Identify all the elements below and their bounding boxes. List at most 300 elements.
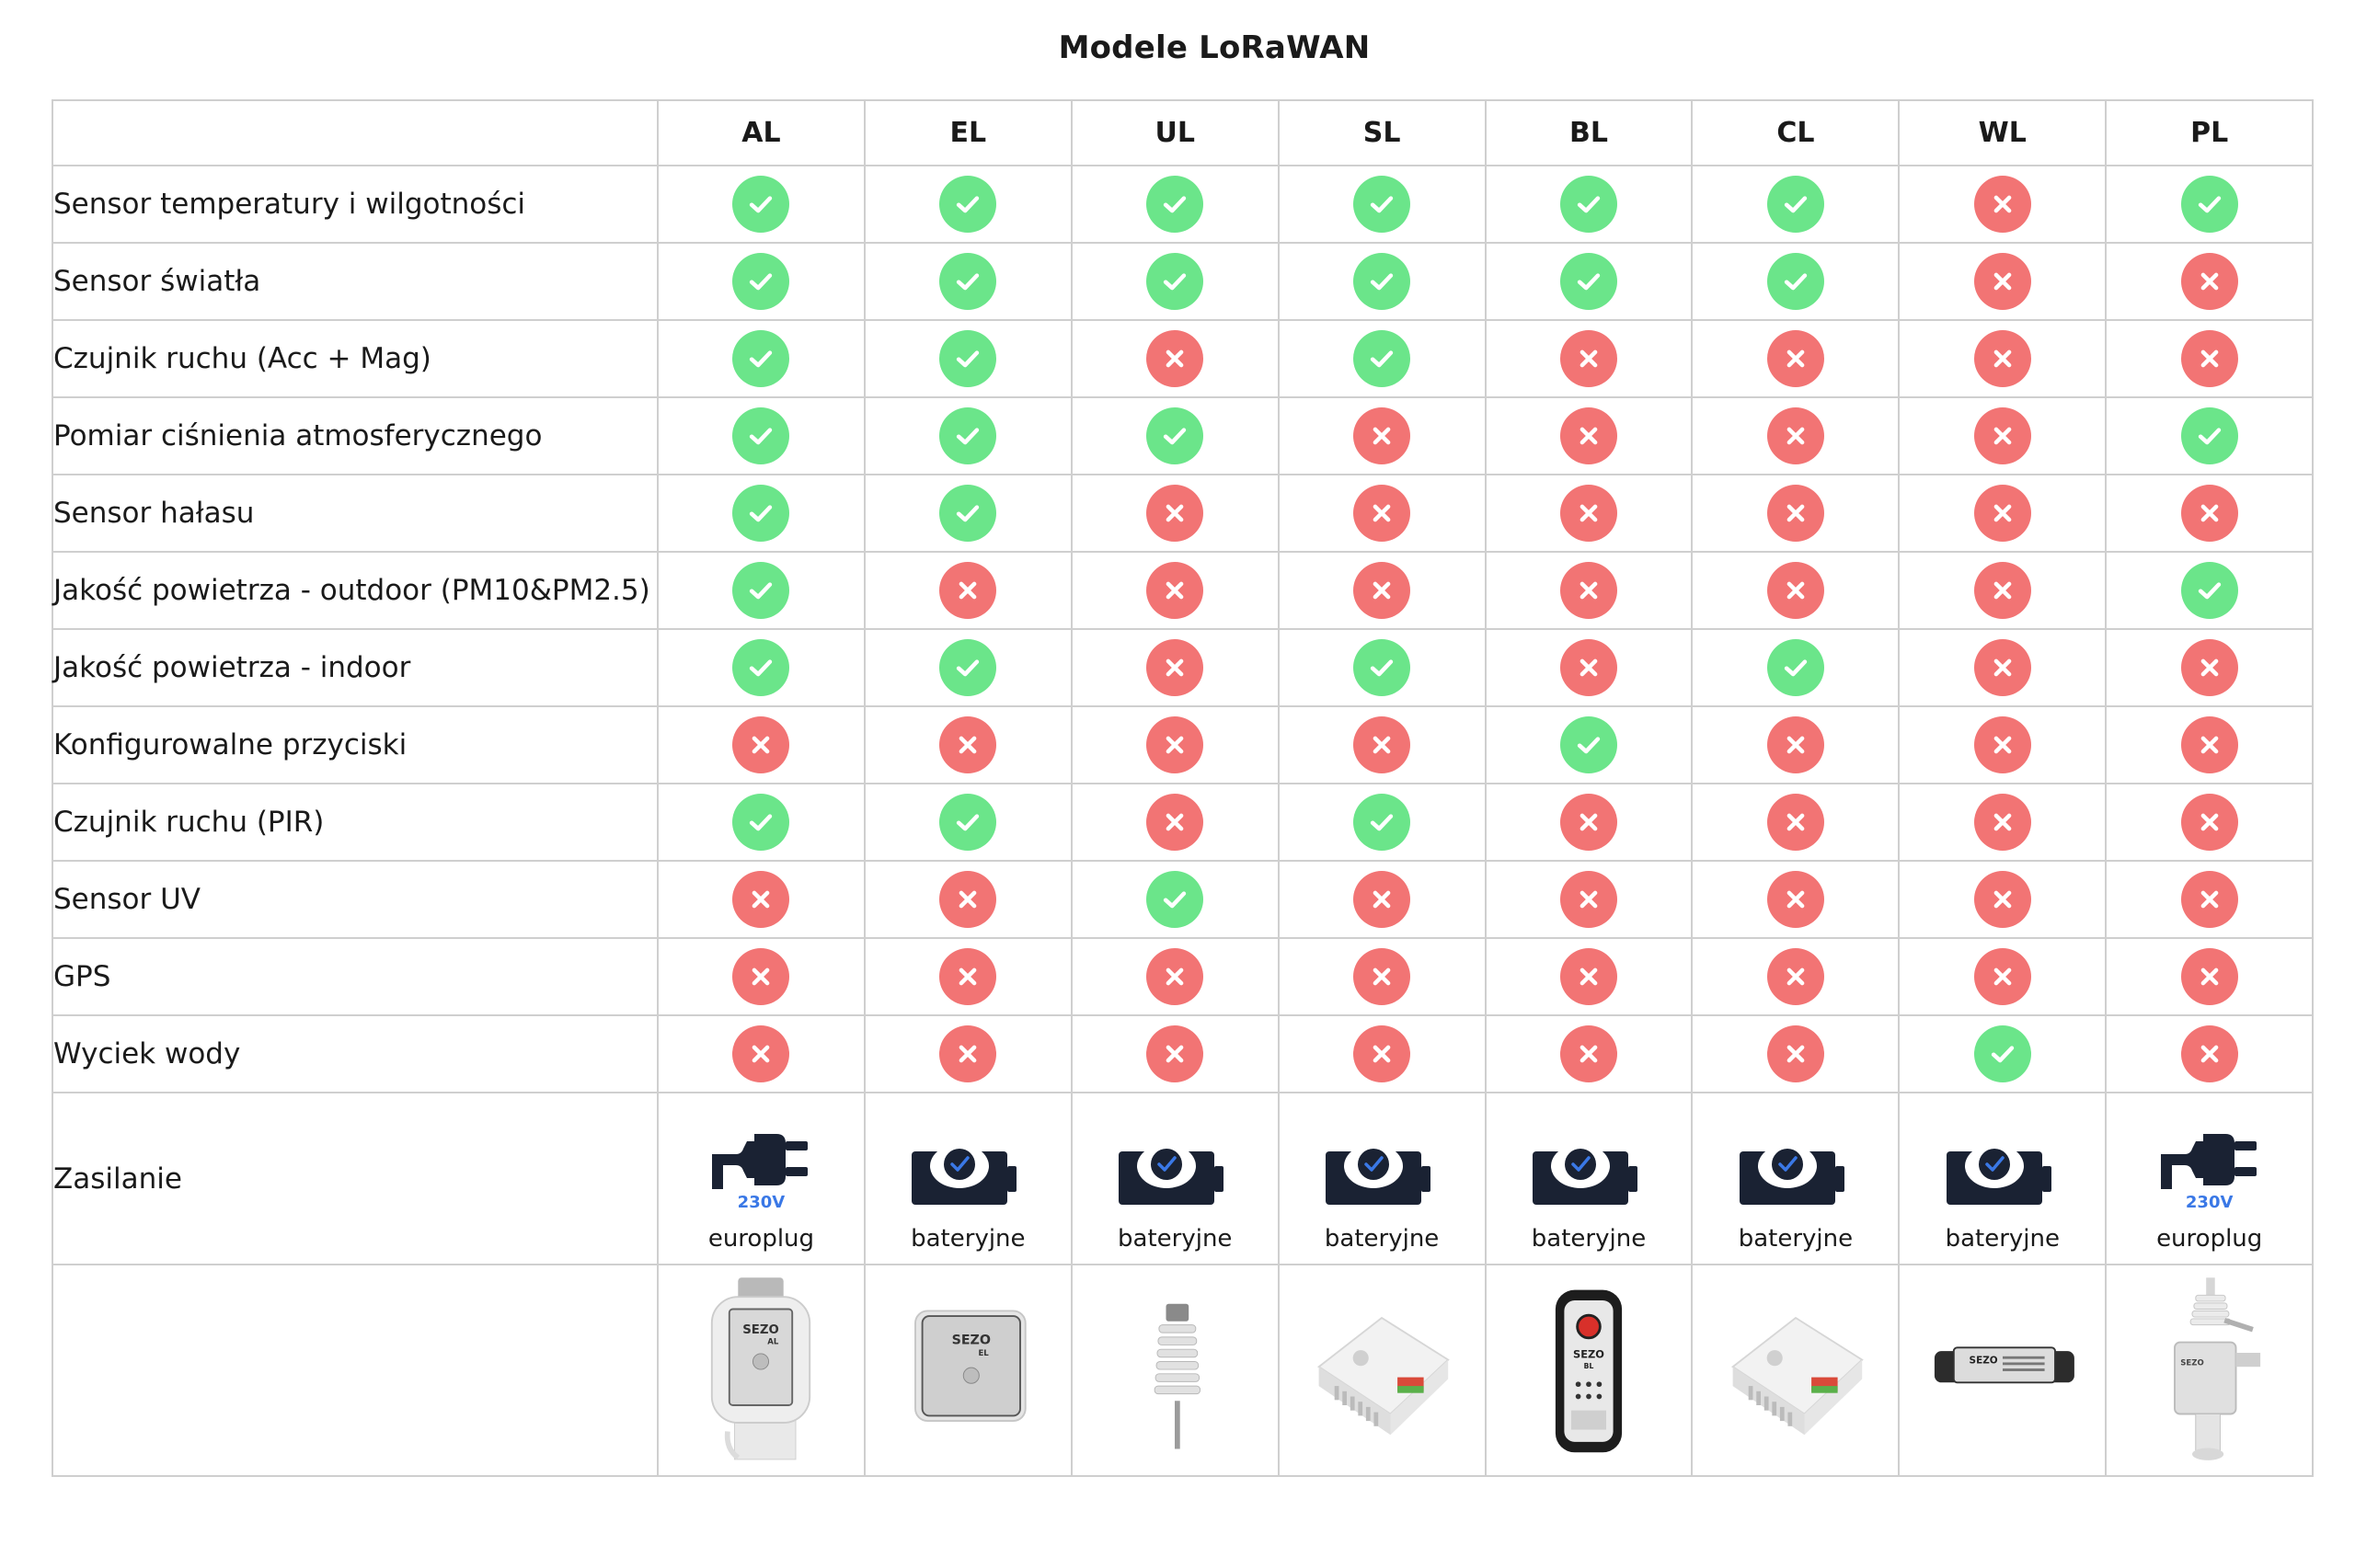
page-title: Modele LoRaWAN [1058,29,1371,66]
cross-icon [1767,1025,1824,1082]
check-icon [939,253,996,310]
svg-text:EL: EL [978,1348,990,1358]
check-icon [1146,253,1203,310]
cross-icon [1974,253,2031,310]
device-wl-photo [1915,1274,2090,1467]
feature-cell-al [658,552,865,629]
feature-cell-wl [1899,397,2106,475]
feature-cell-bl [1486,861,1693,938]
feature-cell-wl [1899,629,2106,706]
device-photo [1487,1265,1692,1475]
feature-cell-el [865,1015,1072,1093]
feature-label: Sensor temperatury i wilgotności [52,166,658,243]
feature-cell-ul [1072,861,1279,938]
device-photo [1073,1265,1278,1475]
check-icon [1767,253,1824,310]
check-icon [939,407,996,464]
cross-icon [2181,871,2238,928]
battery-icon [1736,1111,1855,1212]
feature-label: GPS [52,938,658,1015]
photo-cell-pl [2106,1265,2313,1476]
feature-cell-bl [1486,706,1693,784]
table-row [52,552,2313,629]
cross-icon [1560,485,1617,542]
cross-icon [732,948,789,1005]
plug-shape [2159,1123,2260,1196]
feature-cell-al [658,784,865,861]
cross-icon [1146,485,1203,542]
feature-cell-ul [1072,166,1279,243]
device-sl-photo [1294,1274,1469,1467]
device-pl-photo [2122,1274,2297,1467]
device-bl-photo [1501,1274,1676,1467]
battery-icon [908,1111,1028,1212]
power-info [1693,1093,1898,1264]
photo-cell-al [658,1265,865,1476]
check-icon [732,176,789,233]
feature-cell-pl [2106,166,2313,243]
feature-cell-ul [1072,397,1279,475]
check-icon [1146,407,1203,464]
svg-text:SEZO: SEZO [2179,1358,2204,1368]
cross-icon [1353,562,1410,619]
feature-cell-pl [2106,552,2313,629]
feature-cell-sl [1279,166,1486,243]
feature-cell-ul [1072,243,1279,320]
feature-cell-pl [2106,706,2313,784]
cross-icon [1146,1025,1203,1082]
feature-cell-cl [1692,552,1899,629]
cross-icon [1560,639,1617,696]
power-info [1073,1093,1278,1264]
feature-cell-sl [1279,552,1486,629]
cross-icon [2181,1025,2238,1082]
feature-cell-al [658,1015,865,1093]
battery-icon [1529,1111,1648,1212]
cross-icon [1974,871,2031,928]
feature-cell-el [865,706,1072,784]
check-icon [732,485,789,542]
table-row [52,938,2313,1015]
power-type-label: bateryjne [911,1225,1026,1253]
battery-shape [1529,1139,1648,1212]
voltage-label: 230V [2185,1193,2234,1212]
battery-shape [1943,1139,2062,1212]
power-type-label: europlug [707,1225,815,1253]
cross-icon [1974,330,2031,387]
feature-cell-cl [1692,243,1899,320]
feature-cell-el [865,475,1072,552]
cross-icon [1353,716,1410,773]
cross-icon [1146,948,1203,1005]
cross-icon [939,716,996,773]
cross-icon [1146,562,1203,619]
feature-cell-bl [1486,629,1693,706]
check-icon [939,485,996,542]
cross-icon [1560,407,1617,464]
cross-icon [1146,716,1203,773]
power-cell-sl [1279,1093,1486,1265]
cross-icon [1767,948,1824,1005]
check-icon [1146,871,1203,928]
cross-icon [1146,330,1203,387]
feature-cell-pl [2106,1015,2313,1093]
cross-icon [732,716,789,773]
feature-cell-ul [1072,475,1279,552]
photo-row-label [52,1265,658,1476]
check-icon [1146,176,1203,233]
feature-cell-bl [1486,166,1693,243]
header-row [52,100,2313,166]
feature-cell-sl [1279,475,1486,552]
feature-label: Pomiar ciśnienia atmosferycznego [52,397,658,475]
power-info [2107,1093,2312,1264]
device-ul-photo [1087,1274,1262,1467]
feature-cell-al [658,243,865,320]
check-icon [939,794,996,851]
check-icon [1353,794,1410,851]
cross-icon [1560,948,1617,1005]
feature-cell-ul [1072,320,1279,397]
cross-icon [2181,253,2238,310]
power-type-label: bateryjne [1531,1225,1647,1253]
check-icon [939,176,996,233]
feature-cell-wl [1899,320,2106,397]
plug-icon [710,1111,811,1212]
feature-cell-sl [1279,784,1486,861]
check-icon [1353,176,1410,233]
device-al-photo [673,1274,848,1467]
feature-cell-wl [1899,1015,2106,1093]
feature-cell-pl [2106,629,2313,706]
model-header-al: AL [658,100,865,166]
feature-cell-bl [1486,784,1693,861]
feature-cell-el [865,629,1072,706]
svg-text:SEZO: SEZO [1969,1355,1998,1367]
photo-cell-wl [1899,1265,2106,1476]
cross-icon [1146,639,1203,696]
cross-icon [1974,639,2031,696]
check-icon [732,562,789,619]
power-cell-cl [1692,1093,1899,1265]
feature-cell-sl [1279,938,1486,1015]
cross-icon [1974,716,2031,773]
feature-cell-al [658,166,865,243]
feature-cell-ul [1072,1015,1279,1093]
svg-text:AL: AL [767,1337,779,1347]
feature-cell-el [865,552,1072,629]
power-cell-el [865,1093,1072,1265]
feature-cell-cl [1692,861,1899,938]
feature-cell-ul [1072,784,1279,861]
check-icon [732,794,789,851]
feature-cell-sl [1279,1015,1486,1093]
feature-cell-cl [1692,475,1899,552]
feature-cell-sl [1279,320,1486,397]
table-row [52,243,2313,320]
feature-cell-wl [1899,706,2106,784]
photo-cell-el [865,1265,1072,1476]
photo-cell-bl [1486,1265,1693,1476]
check-icon [939,330,996,387]
battery-shape [1115,1139,1235,1212]
cross-icon [1353,948,1410,1005]
cross-icon [1974,176,2031,233]
feature-cell-wl [1899,861,2106,938]
feature-cell-sl [1279,861,1486,938]
device-photo [1693,1265,1898,1475]
voltage-label: 230V [737,1193,786,1212]
cross-icon [1767,562,1824,619]
feature-cell-el [865,320,1072,397]
model-header-wl: WL [1899,100,2106,166]
plug-icon [2159,1111,2260,1212]
svg-text:SEZO: SEZO [1573,1347,1604,1361]
table-row [52,166,2313,243]
check-icon [2181,562,2238,619]
feature-cell-cl [1692,629,1899,706]
cross-icon [732,1025,789,1082]
feature-cell-pl [2106,397,2313,475]
power-info [1900,1093,2105,1264]
feature-cell-pl [2106,861,2313,938]
cross-icon [1353,407,1410,464]
power-cell-pl [2106,1093,2313,1265]
battery-icon [1943,1111,2062,1212]
power-type-label: bateryjne [1945,1225,2060,1253]
power-label: Zasilanie [52,1093,658,1265]
model-header-bl: BL [1486,100,1693,166]
check-icon [732,330,789,387]
feature-cell-el [865,861,1072,938]
feature-label: Jakość powietrza - indoor [52,629,658,706]
feature-label: Wyciek wody [52,1015,658,1093]
power-type-label: europlug [2156,1225,2263,1253]
power-cell-wl [1899,1093,2106,1265]
check-icon [1353,253,1410,310]
model-header-ul: UL [1072,100,1279,166]
cross-icon [732,871,789,928]
svg-text:SEZO: SEZO [742,1323,780,1338]
feature-cell-cl [1692,706,1899,784]
table-row [52,397,2313,475]
feature-cell-al [658,397,865,475]
feature-cell-wl [1899,475,2106,552]
feature-cell-sl [1279,243,1486,320]
feature-cell-pl [2106,475,2313,552]
cross-icon [1560,562,1617,619]
feature-label: Sensor światła [52,243,658,320]
feature-cell-pl [2106,243,2313,320]
cross-icon [1353,485,1410,542]
cross-icon [1560,794,1617,851]
battery-icon [1322,1111,1442,1212]
cross-icon [1767,716,1824,773]
feature-cell-al [658,629,865,706]
feature-label: Sensor UV [52,861,658,938]
feature-label: Czujnik ruchu (PIR) [52,784,658,861]
power-info [1487,1093,1692,1264]
feature-cell-wl [1899,938,2106,1015]
power-row [52,1093,2313,1265]
feature-cell-ul [1072,629,1279,706]
feature-cell-el [865,397,1072,475]
cross-icon [1974,407,2031,464]
feature-cell-bl [1486,397,1693,475]
svg-text:SEZO: SEZO [951,1333,992,1348]
feature-cell-sl [1279,706,1486,784]
check-icon [939,639,996,696]
feature-cell-el [865,938,1072,1015]
check-icon [1560,253,1617,310]
check-icon [2181,176,2238,233]
feature-cell-pl [2106,938,2313,1015]
cross-icon [1974,485,2031,542]
feature-cell-cl [1692,397,1899,475]
feature-label: Sensor hałasu [52,475,658,552]
cross-icon [1146,794,1203,851]
battery-shape [908,1139,1028,1212]
photo-cell-ul [1072,1265,1279,1476]
check-icon [732,639,789,696]
cross-icon [1974,948,2031,1005]
cross-icon [1767,485,1824,542]
cross-icon [2181,794,2238,851]
model-header-cl: CL [1692,100,1899,166]
feature-cell-el [865,784,1072,861]
cross-icon [1560,871,1617,928]
check-icon [1560,176,1617,233]
photo-cell-sl [1279,1265,1486,1476]
feature-cell-pl [2106,320,2313,397]
cross-icon [2181,716,2238,773]
battery-shape [1322,1139,1442,1212]
device-photo [659,1265,864,1475]
feature-cell-cl [1692,1015,1899,1093]
feature-cell-sl [1279,629,1486,706]
feature-label: Jakość powietrza - outdoor (PM10&PM2.5) [52,552,658,629]
photo-row [52,1265,2313,1476]
feature-cell-ul [1072,706,1279,784]
cross-icon [2181,485,2238,542]
power-type-label: bateryjne [1118,1225,1233,1253]
feature-cell-cl [1692,320,1899,397]
device-photo [2107,1265,2312,1475]
feature-cell-wl [1899,243,2106,320]
feature-cell-ul [1072,938,1279,1015]
device-photo [866,1265,1071,1475]
device-el-photo [880,1274,1055,1467]
check-icon [732,253,789,310]
corner-cell [52,100,658,166]
device-photo [1900,1265,2105,1475]
power-info [659,1093,864,1264]
feature-cell-wl [1899,166,2106,243]
feature-cell-bl [1486,243,1693,320]
comparison-table [52,99,2314,1477]
table-row [52,320,2313,397]
cross-icon [1353,1025,1410,1082]
check-icon [2181,407,2238,464]
table-row [52,706,2313,784]
check-icon [1560,716,1617,773]
feature-cell-cl [1692,938,1899,1015]
cross-icon [939,1025,996,1082]
cross-icon [939,871,996,928]
cross-icon [1974,794,2031,851]
check-icon [732,407,789,464]
plug-shape [710,1123,811,1196]
cross-icon [2181,639,2238,696]
feature-cell-al [658,475,865,552]
check-icon [1353,639,1410,696]
power-type-label: bateryjne [1324,1225,1440,1253]
feature-cell-el [865,243,1072,320]
device-cl-photo [1708,1274,1883,1467]
feature-cell-bl [1486,938,1693,1015]
cross-icon [1560,1025,1617,1082]
feature-cell-al [658,861,865,938]
check-icon [1767,639,1824,696]
cross-icon [1767,794,1824,851]
feature-cell-ul [1072,552,1279,629]
table-row [52,1015,2313,1093]
feature-cell-bl [1486,1015,1693,1093]
power-cell-bl [1486,1093,1693,1265]
table-row [52,861,2313,938]
battery-shape [1736,1139,1855,1212]
model-header-pl: PL [2106,100,2313,166]
cross-icon [2181,948,2238,1005]
cross-icon [1767,871,1824,928]
cross-icon [939,948,996,1005]
svg-text:BL: BL [1583,1362,1594,1371]
check-icon [1974,1025,2031,1082]
feature-cell-sl [1279,397,1486,475]
battery-icon [1115,1111,1235,1212]
feature-cell-al [658,706,865,784]
feature-cell-al [658,938,865,1015]
power-cell-ul [1072,1093,1279,1265]
cross-icon [1974,562,2031,619]
model-header-el: EL [865,100,1072,166]
cross-icon [1353,871,1410,928]
cross-icon [2181,330,2238,387]
feature-cell-bl [1486,552,1693,629]
cross-icon [1767,407,1824,464]
cross-icon [1560,330,1617,387]
feature-cell-wl [1899,784,2106,861]
feature-cell-cl [1692,166,1899,243]
table-row [52,784,2313,861]
feature-cell-el [865,166,1072,243]
model-header-sl: SL [1279,100,1486,166]
table-row [52,629,2313,706]
feature-cell-bl [1486,475,1693,552]
feature-cell-pl [2106,784,2313,861]
power-cell-al [658,1093,865,1265]
cross-icon [1767,330,1824,387]
cross-icon [939,562,996,619]
feature-cell-al [658,320,865,397]
feature-cell-wl [1899,552,2106,629]
table-row [52,475,2313,552]
feature-cell-bl [1486,320,1693,397]
feature-label: Konfigurowalne przyciski [52,706,658,784]
check-icon [1353,330,1410,387]
power-type-label: bateryjne [1738,1225,1854,1253]
power-info [866,1093,1071,1264]
